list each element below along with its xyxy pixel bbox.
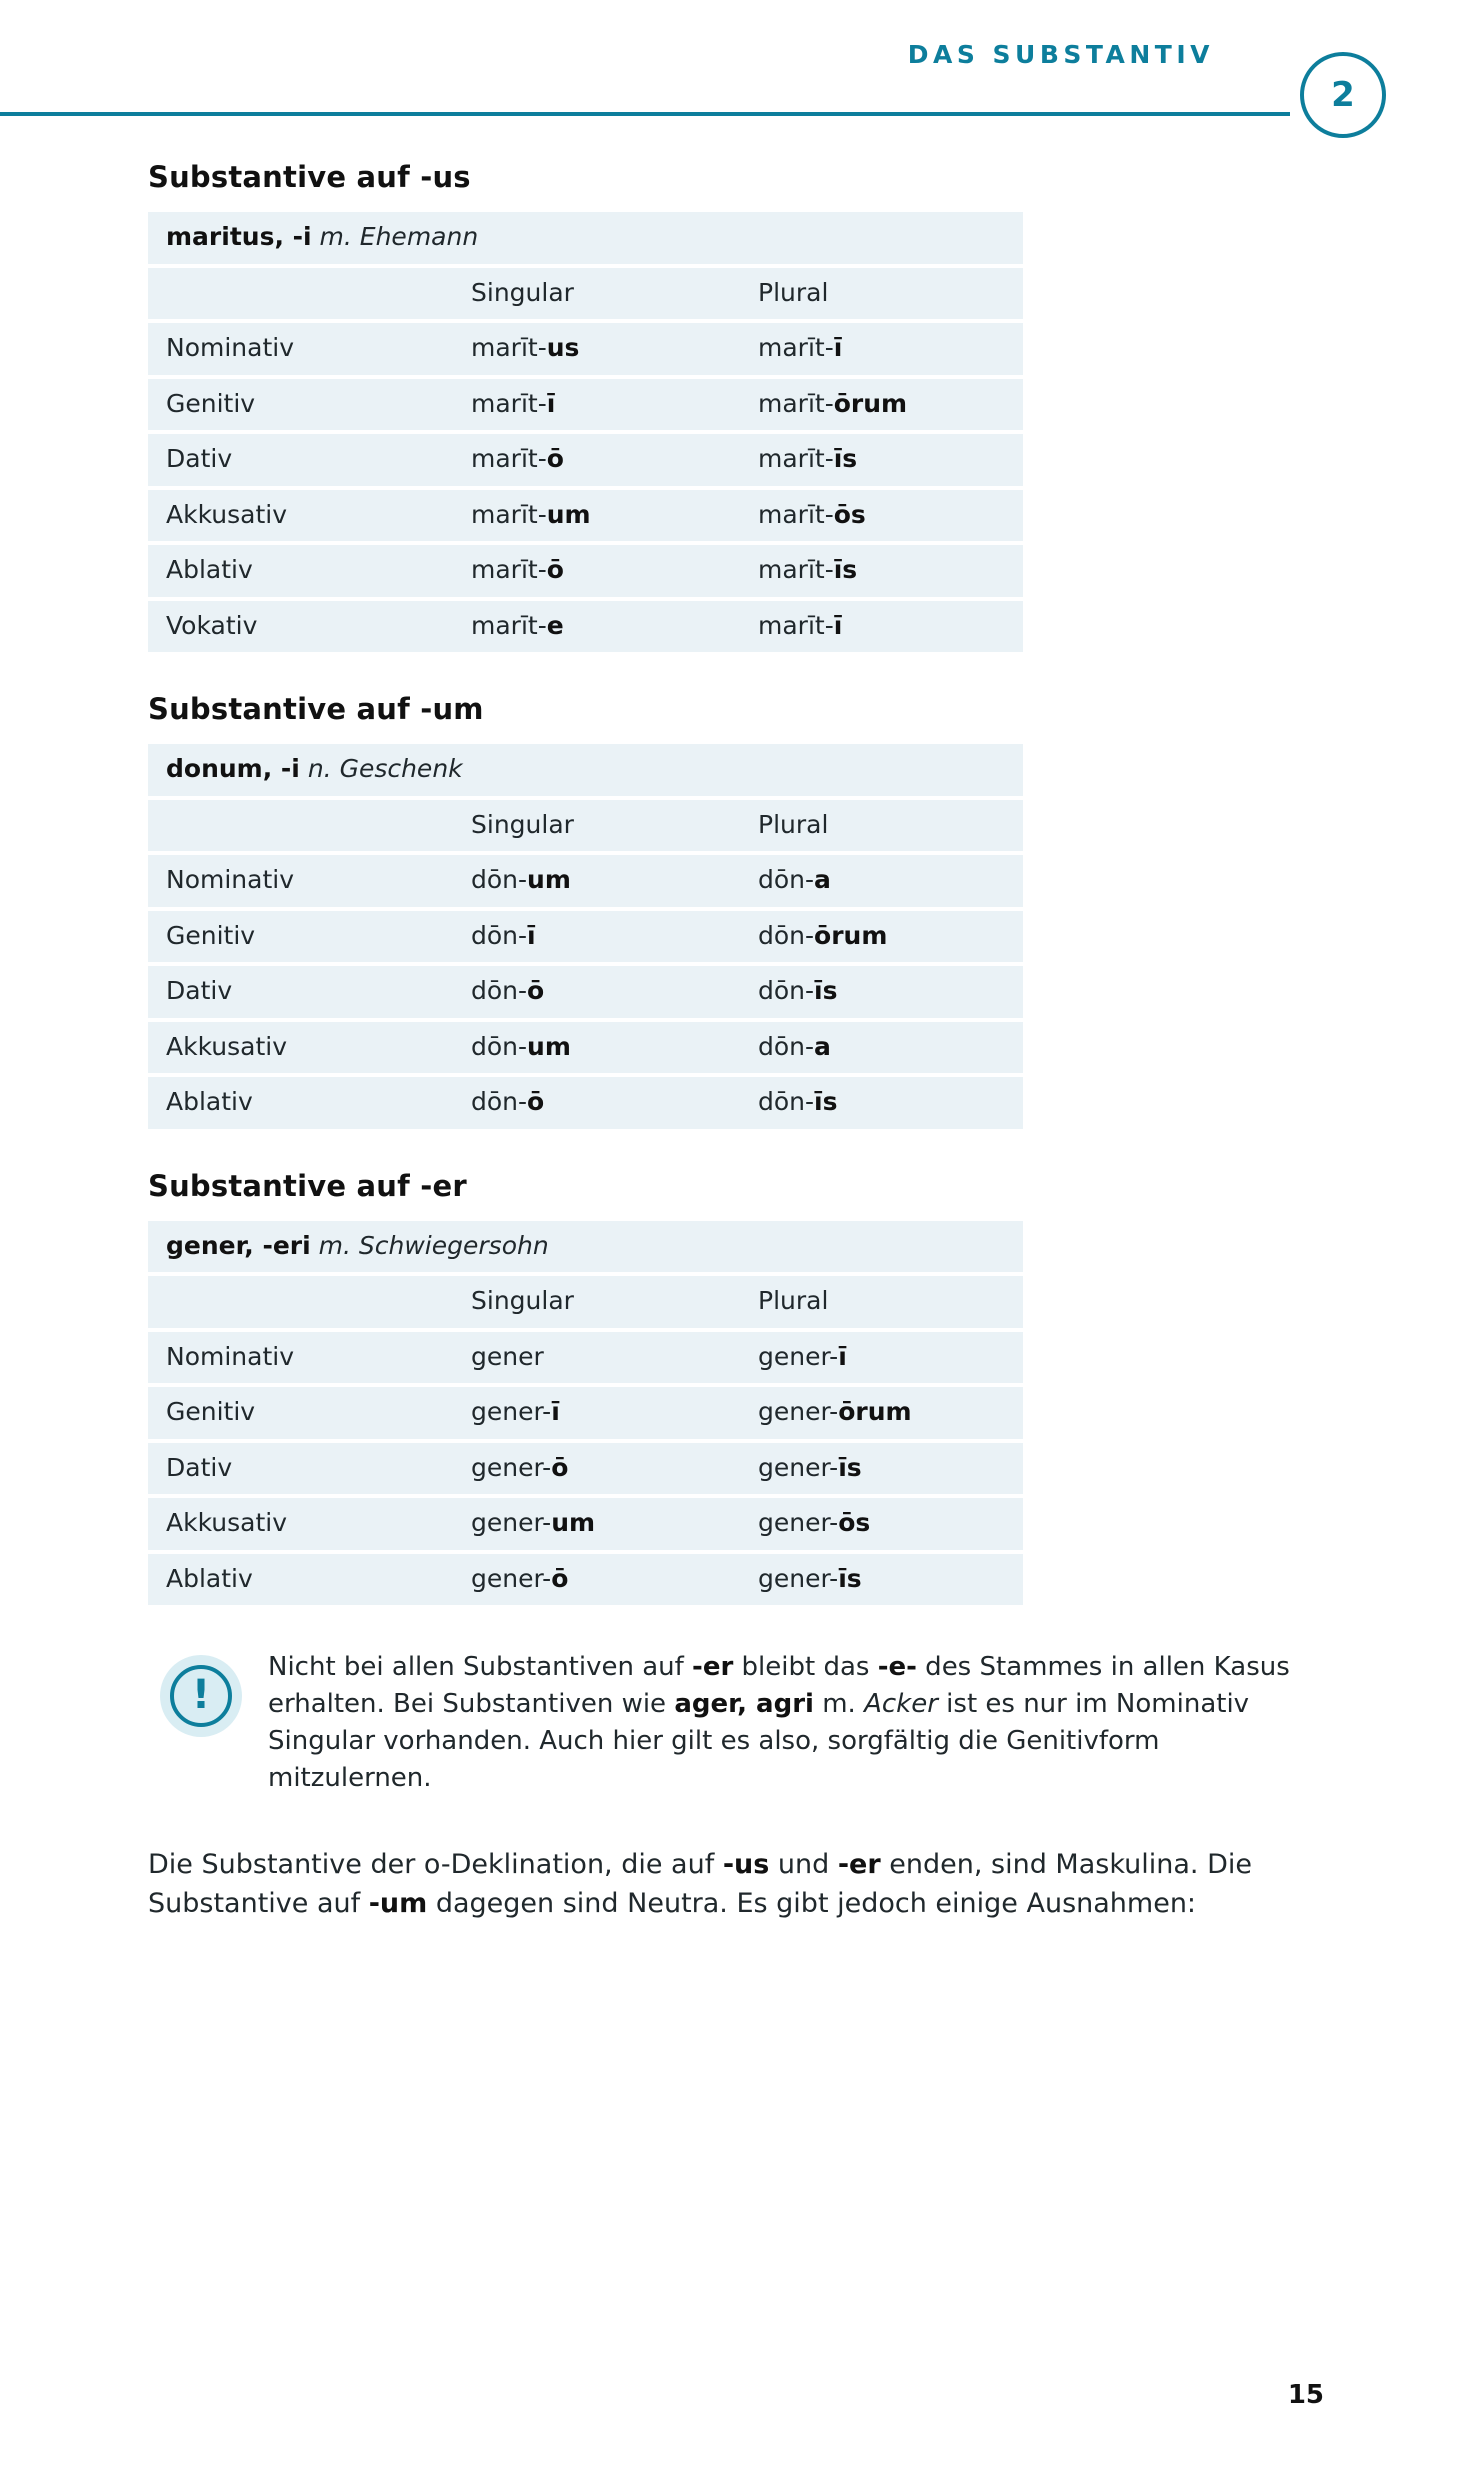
note-bold-e: -e- bbox=[877, 1652, 917, 1682]
ending: ōrum bbox=[838, 1397, 912, 1426]
stem: gener bbox=[758, 1563, 830, 1593]
stem: marīt bbox=[471, 444, 538, 473]
ending: ī bbox=[546, 388, 556, 418]
para-bold-us: -us bbox=[722, 1849, 770, 1880]
note-bold-er: -er bbox=[692, 1652, 734, 1682]
case-label: Vokativ bbox=[148, 601, 453, 653]
para-part2: und bbox=[769, 1849, 838, 1880]
attention-note bbox=[148, 1649, 1323, 1799]
ending: ī bbox=[833, 333, 843, 362]
case-label: Genitiv bbox=[148, 379, 453, 431]
note-text bbox=[268, 1649, 1308, 1797]
page-header bbox=[0, 0, 1472, 130]
table-row bbox=[148, 1077, 1023, 1129]
case-label: Akkusativ bbox=[148, 1498, 453, 1550]
ending: ō bbox=[551, 1452, 569, 1482]
form-plural: gener-īs bbox=[740, 1443, 1023, 1495]
stem: marīt bbox=[758, 388, 825, 418]
column-header-singular: Singular bbox=[453, 1276, 740, 1328]
ending: īs bbox=[838, 1452, 862, 1482]
case-label: Dativ bbox=[148, 1443, 453, 1495]
stem: marīt bbox=[758, 610, 825, 640]
form-plural: dōn-ōrum bbox=[740, 911, 1023, 963]
chapter-badge: 2 bbox=[1300, 52, 1386, 138]
ending: ī bbox=[551, 1397, 560, 1426]
ending: ī bbox=[833, 610, 843, 640]
stem: marīt bbox=[758, 333, 825, 362]
note-text-part2: bleibt das bbox=[733, 1652, 878, 1682]
form-plural: marīt-īs bbox=[740, 545, 1023, 597]
exclamation-glyph: ! bbox=[170, 1665, 232, 1727]
note-bold-ager-e: e bbox=[710, 1688, 729, 1719]
case-label: Nominativ bbox=[148, 1332, 453, 1384]
table-row bbox=[148, 545, 1023, 597]
running-title: DAS SUBSTANTIV bbox=[907, 40, 1214, 69]
stem: marīt bbox=[471, 499, 538, 529]
ending: īs bbox=[833, 555, 858, 584]
lemma-gloss: n. Geschenk bbox=[307, 754, 463, 783]
column-header-plural: Plural bbox=[740, 268, 1023, 320]
section-us bbox=[148, 160, 1323, 656]
section-er bbox=[148, 1169, 1323, 1610]
case-label: Ablativ bbox=[148, 1077, 453, 1129]
column-header-plural: Plural bbox=[740, 800, 1023, 852]
table-row-header bbox=[148, 1276, 1023, 1328]
ending: ōs bbox=[833, 499, 866, 529]
form-plural: gener-ōrum bbox=[740, 1387, 1023, 1439]
declension-table-um bbox=[148, 740, 1023, 1133]
form-singular: marīt-ō bbox=[453, 545, 740, 597]
ending: ō bbox=[546, 555, 564, 584]
ending: ō bbox=[546, 444, 564, 473]
form-singular: marīt-e bbox=[453, 601, 740, 653]
section-heading: Substantive auf -er bbox=[148, 1168, 467, 1203]
form-singular: marīt-um bbox=[453, 490, 740, 542]
table-row-header bbox=[148, 800, 1023, 852]
exclamation-icon bbox=[160, 1655, 242, 1737]
lemma-gloss: m. Ehemann bbox=[319, 222, 479, 251]
ending: īs bbox=[814, 976, 838, 1005]
stem: dōn bbox=[471, 865, 519, 894]
column-header-singular: Singular bbox=[453, 268, 740, 320]
lemma-cell bbox=[148, 1221, 1023, 1273]
ending: ō bbox=[527, 1087, 545, 1116]
case-label: Genitiv bbox=[148, 911, 453, 963]
form-singular: dōn-um bbox=[453, 855, 740, 907]
lemma-gloss: m. Schwiegersohn bbox=[318, 1230, 549, 1260]
ending: a bbox=[814, 865, 831, 894]
case-label: Ablativ bbox=[148, 1554, 453, 1606]
form-plural: marīt-ī bbox=[740, 323, 1023, 375]
table-row bbox=[148, 1387, 1023, 1439]
ending: ī bbox=[838, 1341, 847, 1371]
lemma-cell bbox=[148, 212, 1023, 264]
form-singular: dōn-ō bbox=[453, 966, 740, 1018]
table-row bbox=[148, 1443, 1023, 1495]
note-bold-ager-b: r, agri bbox=[728, 1688, 814, 1719]
section-um bbox=[148, 692, 1323, 1133]
form-singular: gener-um bbox=[453, 1498, 740, 1550]
table-row bbox=[148, 490, 1023, 542]
empty-corner-cell bbox=[148, 800, 453, 852]
table-row bbox=[148, 1554, 1023, 1606]
form-singular: dōn-ī bbox=[453, 911, 740, 963]
stem: dōn bbox=[758, 1031, 806, 1061]
stem: dōn bbox=[471, 1087, 519, 1116]
lemma-bold: gener, -eri bbox=[166, 1230, 311, 1260]
page-number: 15 bbox=[1287, 2380, 1324, 2410]
ending: um bbox=[551, 1508, 596, 1537]
table-row-lemma bbox=[148, 1221, 1023, 1273]
ending: ī bbox=[527, 920, 536, 950]
form-plural: gener-īs bbox=[740, 1554, 1023, 1606]
case-label: Akkusativ bbox=[148, 490, 453, 542]
case-label: Genitiv bbox=[148, 1387, 453, 1439]
stem: gener bbox=[471, 1508, 543, 1537]
case-label: Nominativ bbox=[148, 323, 453, 375]
stem: marīt bbox=[471, 610, 538, 640]
form-plural: dōn-īs bbox=[740, 966, 1023, 1018]
table-row bbox=[148, 434, 1023, 486]
note-bold-ager-a: ag bbox=[674, 1688, 711, 1719]
form-singular: marīt-us bbox=[453, 323, 740, 375]
lemma-bold: maritus, -i bbox=[166, 222, 312, 251]
ending: us bbox=[546, 333, 580, 362]
page-content bbox=[148, 160, 1323, 1950]
form-singular: marīt-ī bbox=[453, 379, 740, 431]
ending: ōrum bbox=[833, 388, 908, 418]
ending: īs bbox=[833, 444, 858, 473]
ending: īs bbox=[814, 1087, 838, 1116]
declension-table-er bbox=[148, 1217, 1023, 1610]
empty-corner-cell bbox=[148, 1276, 453, 1328]
stem: dōn bbox=[471, 976, 519, 1005]
case-label: Dativ bbox=[148, 434, 453, 486]
header-rule bbox=[0, 112, 1290, 116]
table-row bbox=[148, 855, 1023, 907]
ending: um bbox=[546, 499, 591, 529]
table-row bbox=[148, 911, 1023, 963]
ending: ō bbox=[527, 976, 545, 1005]
lemma-bold: donum, -i bbox=[166, 754, 300, 783]
form-plural: dōn-a bbox=[740, 1022, 1023, 1074]
stem: marīt bbox=[471, 555, 538, 584]
stem: gener bbox=[758, 1452, 830, 1482]
ending: e bbox=[546, 610, 564, 640]
note-italic-acker: Acker bbox=[864, 1688, 938, 1719]
table-row bbox=[148, 323, 1023, 375]
lemma-cell bbox=[148, 744, 1023, 796]
form-plural: marīt-ī bbox=[740, 601, 1023, 653]
ending: īs bbox=[838, 1563, 862, 1593]
table-row bbox=[148, 1498, 1023, 1550]
stem: gener bbox=[758, 1508, 830, 1537]
table-row bbox=[148, 379, 1023, 431]
ending: ōs bbox=[838, 1508, 871, 1537]
form-singular: gener-ī bbox=[453, 1387, 740, 1439]
stem: gener bbox=[471, 1341, 544, 1371]
form-plural: gener-ōs bbox=[740, 1498, 1023, 1550]
note-text-part1: Nicht bei allen Substantiven auf bbox=[268, 1652, 693, 1682]
para-bold-er: -er bbox=[837, 1849, 881, 1880]
body-paragraph bbox=[148, 1845, 1313, 1923]
para-part1: Die Substantive der o-Deklination, die auf bbox=[148, 1849, 723, 1880]
form-singular: dōn-ō bbox=[453, 1077, 740, 1129]
stem: marīt bbox=[471, 333, 538, 362]
stem: dōn bbox=[758, 976, 806, 1005]
note-text-part5: ist es nur im Nominativ Singular vorhanden. Auch hier gilt es also, sorgfältig die Genitivform mitzulernen. bbox=[268, 1688, 1250, 1793]
table-row-header bbox=[148, 268, 1023, 320]
form-singular: marīt-ō bbox=[453, 434, 740, 486]
form-plural: marīt-ōrum bbox=[740, 379, 1023, 431]
form-singular: gener-ō bbox=[453, 1443, 740, 1495]
form-plural: marīt-ōs bbox=[740, 490, 1023, 542]
stem: dōn bbox=[758, 1087, 806, 1116]
stem: gener bbox=[471, 1563, 543, 1593]
form-singular bbox=[453, 1332, 740, 1384]
case-label: Dativ bbox=[148, 966, 453, 1018]
table-row-lemma bbox=[148, 744, 1023, 796]
case-label: Akkusativ bbox=[148, 1022, 453, 1074]
note-text-part4: m. bbox=[813, 1688, 865, 1719]
declension-table-us bbox=[148, 208, 1023, 656]
stem: gener bbox=[471, 1397, 543, 1426]
form-singular: dōn-um bbox=[453, 1022, 740, 1074]
form-plural: marīt-īs bbox=[740, 434, 1023, 486]
stem: dōn bbox=[758, 865, 806, 894]
stem: gener bbox=[758, 1341, 830, 1371]
table-row bbox=[148, 1022, 1023, 1074]
form-singular: gener-ō bbox=[453, 1554, 740, 1606]
column-header-plural: Plural bbox=[740, 1276, 1023, 1328]
stem: marīt bbox=[758, 444, 825, 473]
section-heading: Substantive auf -us bbox=[148, 160, 471, 194]
stem: marīt bbox=[758, 555, 825, 584]
case-label: Nominativ bbox=[148, 855, 453, 907]
table-row bbox=[148, 1332, 1023, 1384]
stem: dōn bbox=[471, 920, 519, 950]
form-plural: gener-ī bbox=[740, 1332, 1023, 1384]
stem: gener bbox=[758, 1397, 830, 1426]
case-label: Ablativ bbox=[148, 545, 453, 597]
para-part4: dagegen sind Neutra. Es gibt jedoch einige Ausnahmen: bbox=[427, 1888, 1197, 1920]
para-part3: enden, sind Maskulina. Die Substantive auf bbox=[148, 1849, 1252, 1920]
stem: marīt bbox=[471, 388, 538, 418]
stem: dōn bbox=[758, 920, 806, 950]
section-heading: Substantive auf -um bbox=[148, 692, 484, 726]
form-plural: dōn-īs bbox=[740, 1077, 1023, 1129]
stem: marīt bbox=[758, 499, 825, 529]
ending: um bbox=[527, 1031, 571, 1061]
ending: a bbox=[814, 1031, 831, 1061]
table-row bbox=[148, 966, 1023, 1018]
ending: um bbox=[527, 865, 571, 894]
column-header-singular: Singular bbox=[453, 800, 740, 852]
note-text-part3: des Stammes in allen Kasus erhalten. Bei Substantiven wie bbox=[268, 1652, 1290, 1719]
para-bold-um: -um bbox=[368, 1888, 428, 1920]
table-row bbox=[148, 601, 1023, 653]
table-row-lemma bbox=[148, 212, 1023, 264]
ending: ō bbox=[551, 1563, 569, 1593]
stem: dōn bbox=[471, 1031, 519, 1061]
form-plural: dōn-a bbox=[740, 855, 1023, 907]
stem: gener bbox=[471, 1452, 543, 1482]
empty-corner-cell bbox=[148, 268, 453, 320]
ending: ōrum bbox=[814, 920, 888, 950]
